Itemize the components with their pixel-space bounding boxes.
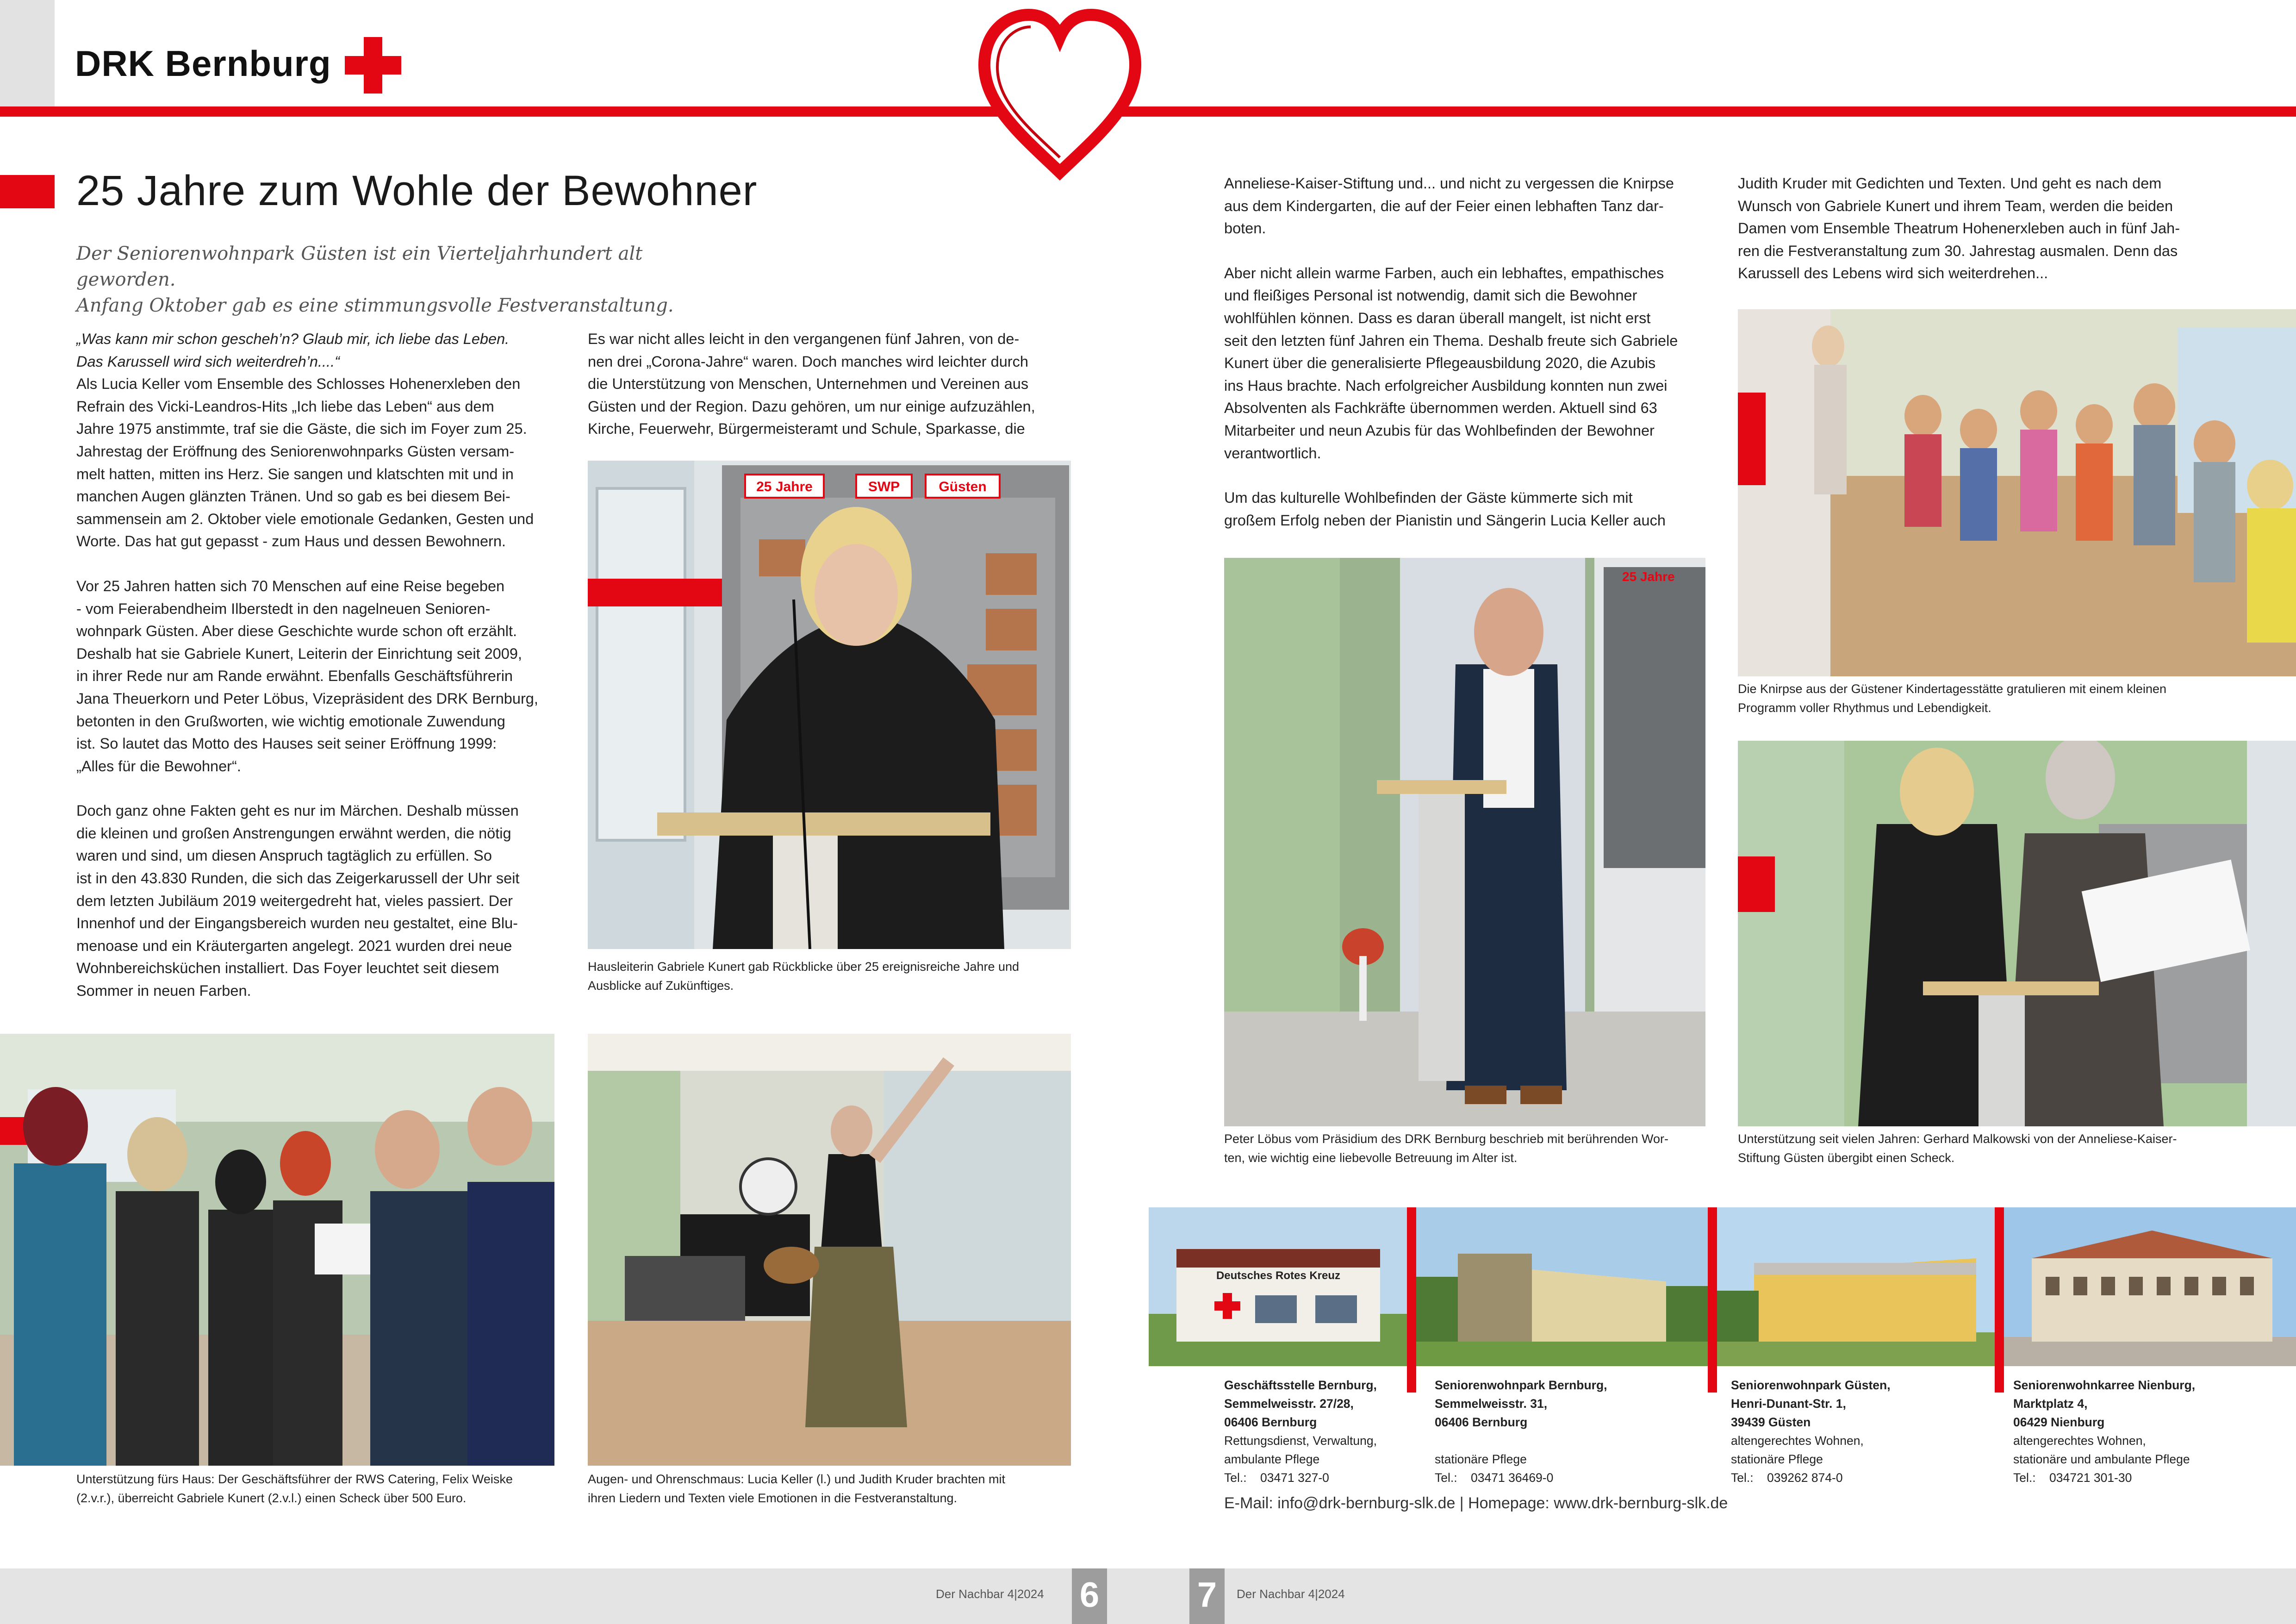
text-line: waren und sind, um diesen Anspruch tagtäglich zu erfüllen. So — [76, 847, 492, 864]
text-line: verantwortlich. — [1224, 444, 1321, 462]
location-name-line: 06429 Nienburg — [2013, 1415, 2105, 1429]
text-line: Doch ganz ohne Fakten geht es nur im Märchen. Deshalb müssen — [76, 802, 519, 819]
photo-location-nienburg — [2004, 1207, 2296, 1366]
text-line: aus dem Kindergarten, die auf der Feier einen lebhaften Tanz dar- — [1224, 197, 1664, 214]
text-line: Unterstützung fürs Haus: Der Geschäftsführer der RWS Catering, Felix Weiske — [76, 1472, 513, 1486]
text-line: dem letzten Jubiläum 2019 weitergedreht hat, vieles passiert. Der — [76, 892, 513, 909]
poster-text: 25 Jahre — [756, 479, 813, 494]
sign-text: Deutsches Rotes Kreuz — [1216, 1269, 1341, 1282]
paragraph — [76, 575, 567, 777]
photo-location-bernburg-park — [1416, 1207, 1708, 1366]
location-name-line: Semmelweisstr. 31, — [1435, 1397, 1548, 1411]
text-line: Ausblicke auf Zukünftiges. — [588, 979, 734, 993]
text-line: Augen- und Ohrenschmaus: Lucia Keller (l.) und Judith Kruder brachten mit — [588, 1472, 1005, 1486]
text-line: ins Haus brachte. Nach erfolgreicher Ausbildung konnten nun zwei — [1224, 377, 1668, 394]
text-line: Mitarbeiter und neun Azubis für das Wohlbefinden der Bewohner — [1224, 422, 1655, 439]
location-divider — [1708, 1207, 1717, 1393]
text-line: Karussell des Lebens wird sich weiterdrehen... — [1738, 265, 2048, 282]
location-phone: Tel.: 03471 36469-0 — [1435, 1471, 1554, 1485]
title-accent-bar — [0, 175, 55, 208]
text-line: Vor 25 Jahren hatten sich 70 Menschen auf eine Reise begeben — [76, 577, 505, 594]
location-service-line: altengerechtes Wohnen, — [1731, 1434, 1864, 1448]
photo-kunert-speech — [588, 461, 1071, 949]
contact-line: E-Mail: info@drk-bernburg-slk.de | Homepage: www.drk-bernburg-slk.de — [1224, 1494, 1728, 1512]
red-cross-icon — [345, 37, 401, 94]
text-line: Refrain des Vicki-Leandros-Hits „Ich liebe das Leben“ aus dem — [76, 398, 494, 415]
text-line: wohnpark Güsten. Aber diese Geschichte wurde schon oft erzählt. — [76, 623, 517, 640]
paragraph — [1224, 172, 1715, 240]
text-line: Kirche, Feuerwehr, Bürgermeisteramt und Schule, Sparkasse, die — [588, 420, 1025, 437]
paragraph — [76, 373, 567, 553]
text-line: Wohnbereichsküchen installiert. Das Foyer leuchtet seit diesem — [76, 960, 499, 977]
text-line: (2.v.r.), überreicht Gabriele Kunert (2.v.l.) einen Scheck über 500 Euro. — [76, 1491, 467, 1505]
location-address-2 — [1731, 1376, 1981, 1487]
photo-keller — [588, 1034, 1071, 1466]
text-line: Judith Kruder mit Gedichten und Texten. Und geht es nach dem — [1738, 175, 2162, 192]
text-line: ihren Liedern und Texten viele Emotionen in die Festveranstaltung. — [588, 1491, 958, 1505]
text-line: Programm voller Rhythmus und Lebendigkeit. — [1738, 701, 1991, 715]
caption-kunert — [588, 957, 1078, 995]
location-service-line: stationäre Pflege — [1435, 1452, 1527, 1466]
text-line: menoase und ein Kräutergarten angelegt. 2021 wurden drei neue — [76, 937, 512, 954]
location-address-3 — [2013, 1376, 2291, 1487]
text-line: Hausleiterin Gabriele Kunert gab Rückblicke über 25 ereignisreiche Jahre und — [588, 960, 1020, 974]
location-divider — [1995, 1207, 2004, 1393]
article-lead — [76, 241, 724, 319]
text-line: Jahrestag der Eröffnung des Seniorenwohnparks Güsten versam- — [76, 443, 515, 460]
text-line: boten. — [1224, 220, 1266, 237]
location-service-line: altengerechtes Wohnen, — [2013, 1434, 2146, 1448]
photo-location-guesten — [1717, 1207, 1995, 1366]
text-line: ist in den 43.830 Runden, die sich das Zeigerkarussell der Uhr seit — [76, 870, 520, 887]
text-column-3 — [1224, 172, 1715, 554]
caption-keller — [588, 1470, 1078, 1508]
text-line: in ihrer Rede nur am Rande erwähnt. Ebenfalls Geschäftsführerin — [76, 668, 513, 685]
caption-malkowski — [1738, 1130, 2265, 1168]
brand-name: DRK Bernburg — [75, 43, 331, 84]
paragraph — [1224, 487, 1715, 531]
location-address-0 — [1224, 1376, 1409, 1487]
location-service-line: stationäre Pflege — [1731, 1452, 1823, 1466]
location-name-line: Marktplatz 4, — [2013, 1397, 2088, 1411]
text-line: - vom Feierabendheim Ilberstedt in den nagelneuen Senioren- — [76, 600, 491, 617]
text-line: Worte. Das hat gut gepasst - zum Haus und dessen Bewohnern. — [76, 533, 506, 550]
text-line: großem Erfolg neben der Pianistin und Sängerin Lucia Keller auch — [1224, 512, 1666, 529]
paragraph — [76, 328, 567, 373]
poster-text: 25 Jahre — [1622, 569, 1675, 584]
location-address-1 — [1435, 1376, 1694, 1487]
text-line: ist. So lautet das Motto des Hauses seit seiner Eröffnung 1999: — [76, 735, 497, 752]
photo-location-bernburg-office — [1149, 1207, 1407, 1366]
location-service-line: stationäre und ambulante Pflege — [2013, 1452, 2190, 1466]
text-line: Anneliese-Kaiser-Stiftung und... und nicht zu vergessen die Knirpse — [1224, 175, 1674, 192]
location-phone: Tel.: 03471 327-0 — [1224, 1471, 1329, 1485]
text-line: Kunert über die generalisierte Pflegeausbildung 2020, die Azubis — [1224, 355, 1656, 372]
text-line: Stiftung Güsten übergibt einen Scheck. — [1738, 1151, 1955, 1165]
text-line: wohlfühlen können. Dass es daran überall mangelt, ist nicht erst — [1224, 309, 1651, 326]
caption-loebus — [1224, 1130, 1715, 1168]
location-name-line: Seniorenwohnpark Güsten, — [1731, 1378, 1891, 1392]
header-red-rule — [0, 106, 2296, 117]
text-line: Wunsch von Gabriele Kunert und ihrem Team, werden die beiden — [1738, 197, 2173, 214]
location-divider — [1407, 1207, 1416, 1393]
text-line: Damen vom Ensemble Theatrum Hohenerxleben auch in fünf Jah- — [1738, 220, 2180, 237]
text-line: „Alles für die Bewohner“. — [76, 757, 241, 775]
text-column-1 — [76, 328, 567, 1024]
text-line: ten, wie wichtig eine liebevolle Betreuung im Alter ist. — [1224, 1151, 1518, 1165]
paragraph — [76, 800, 567, 1002]
text-line: Aber nicht allein warme Farben, auch ein lebhaftes, empathisches — [1224, 264, 1664, 281]
location-name-line: 06406 Bernburg — [1224, 1415, 1317, 1429]
text-line: Deshalb hat sie Gabriele Kunert, Leiterin der Einrichtung seit 2009, — [76, 645, 522, 662]
page-number-left: 6 — [1072, 1568, 1107, 1624]
photo-rws-check — [0, 1034, 554, 1466]
location-name-line: Geschäftsstelle Bernburg, — [1224, 1378, 1377, 1392]
page-number-right: 7 — [1189, 1568, 1225, 1624]
photo-malkowski — [1738, 741, 2296, 1126]
text-line: nen drei „Corona-Jahre“ waren. Doch manches wird leichter durch — [588, 353, 1028, 370]
location-name-line: Seniorenwohnkarree Nienburg, — [2013, 1378, 2196, 1392]
text-line: Jahre 1975 anstimmte, traf sie die Gäste, die sich im Foyer zum 25. — [76, 420, 527, 437]
page-footer — [0, 1568, 2296, 1624]
text-line: die Unterstützung von Menschen, Unternehmen und Vereinen aus — [588, 375, 1029, 393]
text-column-2 — [588, 328, 1078, 440]
caption-rws-check — [76, 1470, 567, 1508]
location-phone: Tel.: 034721 301-30 — [2013, 1471, 2132, 1485]
text-line: „Was kann mir schon gescheh’n? Glaub mir, ich liebe das Leben. — [76, 331, 510, 347]
location-service-line: Rettungsdienst, Verwaltung, — [1224, 1434, 1377, 1448]
text-line: betonten in den Grußworten, wie wichtig emotionale Zuwendung — [76, 712, 505, 730]
lead-line: Der Seniorenwohnpark Güsten ist ein Vierteljahrhundert alt geworden. — [76, 243, 643, 290]
text-line: Peter Löbus vom Präsidium des DRK Bernburg beschrieb mit berührenden Wor- — [1224, 1132, 1668, 1146]
text-line: Die Knirpse aus der Güstener Kindertagesstätte gratulieren mit einem kleinen — [1738, 682, 2166, 696]
poster-text: Güsten — [939, 479, 987, 494]
poster-text: SWP — [868, 479, 900, 494]
footer-publication-left: Der Nachbar 4|2024 — [936, 1587, 1044, 1601]
photo-loebus — [1224, 558, 1705, 1126]
text-line: seit den letzten fünf Jahren ein Thema. Deshalb freute sich Gabriele — [1224, 332, 1678, 349]
text-line: und fleißiges Personal ist notwendig, damit sich die Bewohner — [1224, 287, 1637, 304]
location-phone: Tel.: 039262 874-0 — [1731, 1471, 1843, 1485]
location-name-line: Henri-Dunant-Str. 1, — [1731, 1397, 1846, 1411]
text-line: Unterstützung seit vielen Jahren: Gerhard Malkowski von der Anneliese-Kaiser- — [1738, 1132, 2177, 1146]
text-line: Als Lucia Keller vom Ensemble des Schlosses Hohenerxleben den — [76, 375, 521, 393]
text-line: Absolventen als Fachkräfte übernommen werden. Aktuell sind 63 — [1224, 400, 1657, 417]
text-line: Güsten und der Region. Dazu gehören, um nur einige aufzuzählen, — [588, 398, 1035, 415]
footer-publication-right: Der Nachbar 4|2024 — [1237, 1587, 1345, 1601]
text-line: Das Karussell wird sich weiterdreh’n....“ — [76, 353, 340, 370]
location-name-line: 06406 Bernburg — [1435, 1415, 1528, 1429]
text-line: Es war nicht alles leicht in den vergangenen fünf Jahren, von de- — [588, 331, 1020, 347]
lead-line: Anfang Oktober gab es eine stimmungsvolle Festveranstaltung. — [76, 295, 674, 316]
location-name-line: Seniorenwohnpark Bernburg, — [1435, 1378, 1607, 1392]
text-column-4 — [1738, 172, 2228, 285]
location-name-line: Semmelweisstr. 27/28, — [1224, 1397, 1354, 1411]
location-service-line: ambulante Pflege — [1224, 1452, 1320, 1466]
text-line: melt hatten, mitten ins Herz. Sie sangen und klatschten mit und in — [76, 465, 514, 482]
text-line: Jana Theuerkorn und Peter Löbus, Vizepräsident des DRK Bernburg, — [76, 690, 538, 707]
text-line: sammensein am 2. Oktober viele emotionale Gedanken, Gesten und — [76, 510, 534, 527]
text-line: Innenhof und der Eingangsbereich wurden neu gestaltet, eine Blu- — [76, 915, 518, 932]
location-service-line — [1435, 1431, 1694, 1450]
paragraph — [1224, 262, 1715, 464]
header-gray-block — [0, 0, 55, 107]
text-line: ren die Festveranstaltung zum 30. Jahrestag ausmalen. Denn das — [1738, 242, 2178, 259]
photo-knirpse — [1738, 309, 2296, 676]
text-line: die kleinen und großen Anstrengungen erwähnt werden, die nötig — [76, 824, 511, 842]
caption-knirpse — [1738, 680, 2265, 718]
heart-icon — [974, 0, 1145, 181]
text-line: manchen Augen glänzten Tränen. Und so gab es bei diesem Bei- — [76, 488, 510, 505]
article-title: 25 Jahre zum Wohle der Bewohner — [76, 167, 758, 214]
text-line: Sommer in neuen Farben. — [76, 982, 251, 999]
location-name-line: 39439 Güsten — [1731, 1415, 1811, 1429]
text-line: Um das kulturelle Wohlbefinden der Gäste kümmerte sich mit — [1224, 489, 1633, 506]
